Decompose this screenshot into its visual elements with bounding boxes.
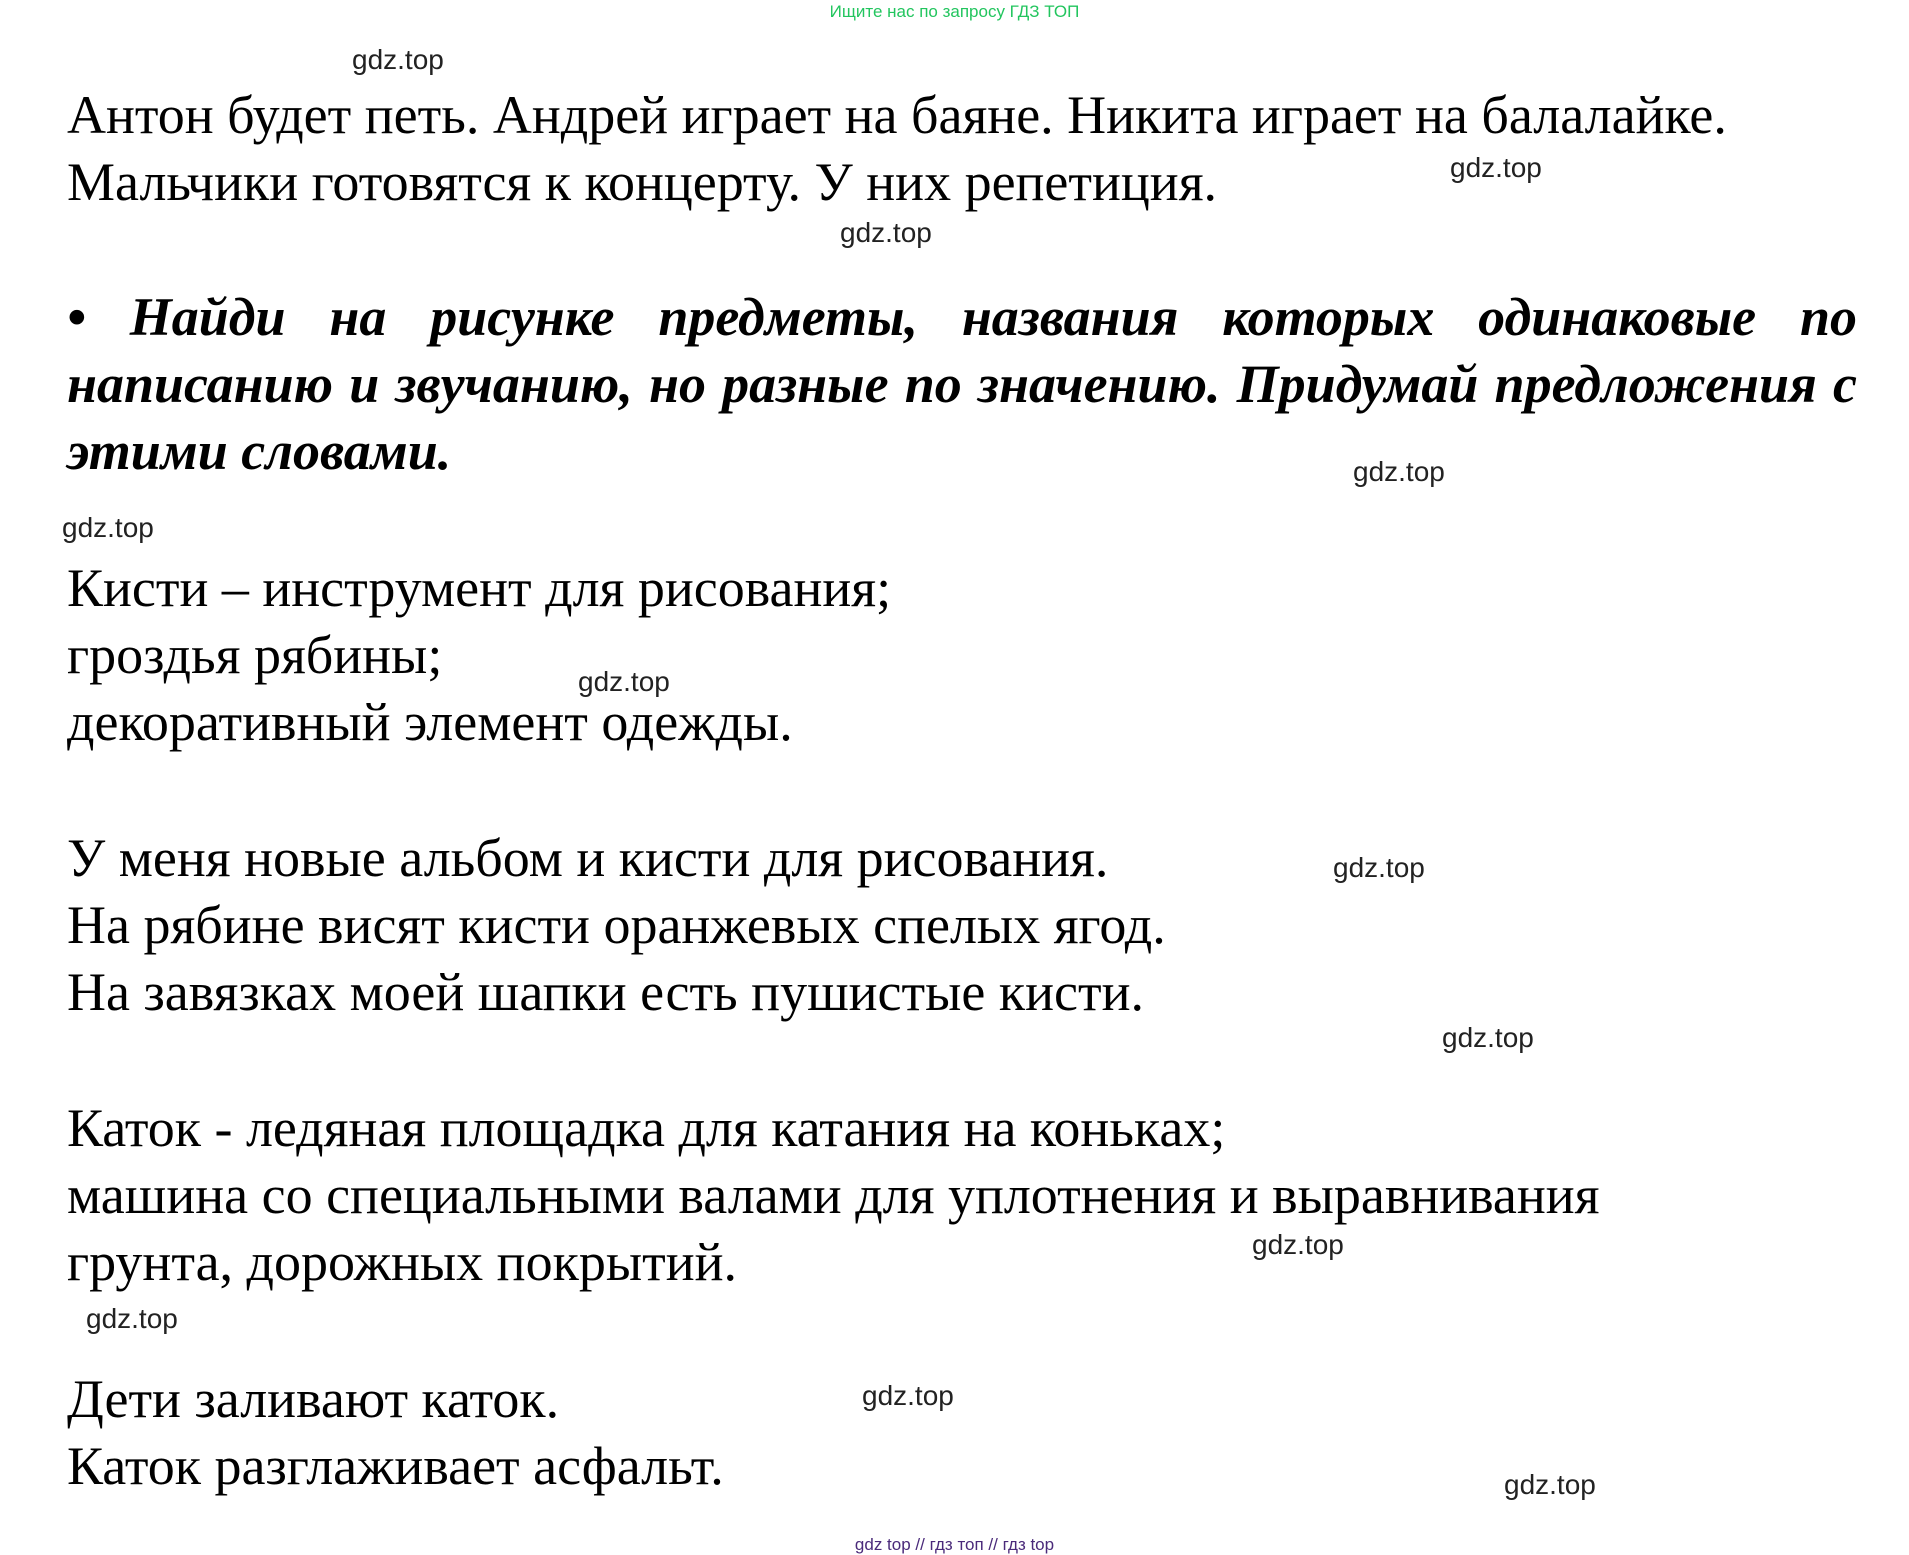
watermark: gdz.top — [1252, 1229, 1344, 1260]
watermark: gdz.top — [352, 44, 444, 75]
sentence-line: На рябине висят кисти оранжевых спелых ягод. — [67, 895, 1166, 955]
watermark: gdz.top — [62, 512, 154, 543]
header-banner: Ищите нас по запросу ГДЗ ТОП — [829, 2, 1080, 21]
sentence-line: Каток разглаживает асфальт. — [67, 1436, 724, 1496]
definition-line: грунта, дорожных покрытий. — [67, 1232, 737, 1292]
watermark: gdz.top — [578, 666, 670, 697]
sentence-line: Дети заливают каток. — [67, 1369, 560, 1429]
definition-line: Кисти – инструмент для рисования; — [67, 558, 892, 618]
sentence-line: На завязках моей шапки есть пушистые кисти. — [67, 962, 1144, 1022]
definition-line: машина со специальными валами для уплотнения и выравнивания — [67, 1165, 1600, 1225]
intro-line: Антон будет петь. Андрей играет на баяне. Никита играет на балалайке. — [67, 85, 1727, 145]
watermark: gdz.top — [862, 1380, 954, 1411]
watermark: gdz.top — [86, 1303, 178, 1334]
watermark: gdz.top — [1450, 152, 1542, 183]
watermark: gdz.top — [1353, 456, 1445, 487]
definition-line: Каток - ледяная площадка для катания на коньках; — [67, 1098, 1226, 1158]
task-instruction: • Найди на рисунке предметы, названия которых одинаковые по написанию и звучанию, но разные по значению. Придумай предложения с этими словами. — [67, 287, 1857, 481]
definition-line: декоративный элемент одежды. — [67, 692, 793, 752]
watermark: gdz.top — [1333, 852, 1425, 883]
footer-banner: gdz top // гдз топ // гдз top — [854, 1535, 1055, 1554]
definition-line: гроздья рябины; — [67, 625, 443, 685]
watermark: gdz.top — [1442, 1022, 1534, 1053]
watermark: gdz.top — [840, 217, 932, 248]
watermark: gdz.top — [1504, 1469, 1596, 1500]
sentence-line: У меня новые альбом и кисти для рисования. — [67, 828, 1109, 888]
intro-line: Мальчики готовятся к концерту. У них репетиция. — [67, 152, 1218, 212]
